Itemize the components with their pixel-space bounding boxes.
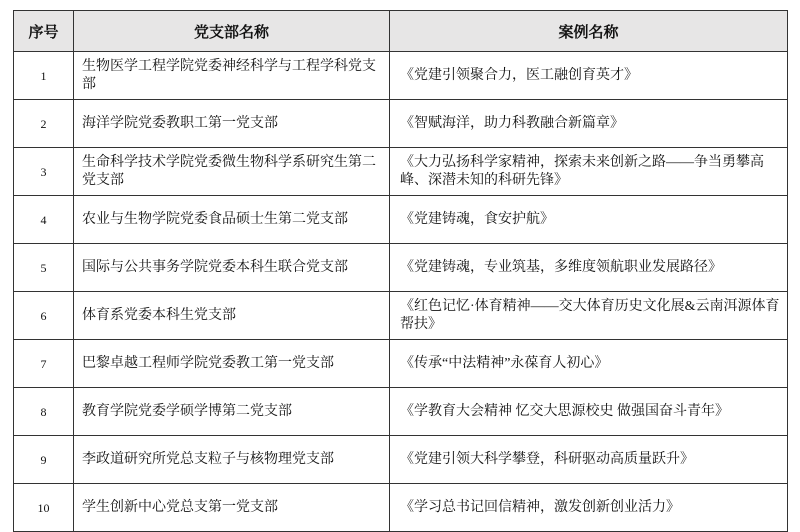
branch-name: 国际与公共事务学院党委本科生联合党支部 bbox=[74, 244, 390, 292]
case-name: 《学习总书记回信精神，激发创新创业活力》 bbox=[390, 484, 788, 532]
row-index: 5 bbox=[14, 244, 74, 292]
table-row bbox=[14, 388, 788, 436]
header-case-name: 案例名称 bbox=[390, 11, 788, 52]
case-name: 《传承“中法精神”永葆育人初心》 bbox=[390, 340, 788, 388]
case-name: 《党建铸魂，专业筑基，多维度领航职业发展路径》 bbox=[390, 244, 788, 292]
header-index: 序号 bbox=[14, 11, 74, 52]
case-name: 《红色记忆·体育精神——交大体育历史文化展&云南洱源体育帮扶》 bbox=[390, 292, 788, 340]
case-list-table bbox=[13, 10, 788, 532]
branch-name: 农业与生物学院党委食品硕士生第二党支部 bbox=[74, 196, 390, 244]
header-row bbox=[14, 11, 788, 52]
branch-name: 海洋学院党委教职工第一党支部 bbox=[74, 100, 390, 148]
table-row bbox=[14, 100, 788, 148]
branch-name: 生命科学技术学院党委微生物科学系研究生第二党支部 bbox=[74, 148, 390, 196]
table-row bbox=[14, 52, 788, 100]
row-index: 2 bbox=[14, 100, 74, 148]
row-index: 9 bbox=[14, 436, 74, 484]
table-row bbox=[14, 484, 788, 532]
branch-name: 体育系党委本科生党支部 bbox=[74, 292, 390, 340]
case-name: 《党建引领大科学攀登，科研驱动高质量跃升》 bbox=[390, 436, 788, 484]
case-name: 《智赋海洋，助力科教融合新篇章》 bbox=[390, 100, 788, 148]
table-row bbox=[14, 148, 788, 196]
case-name: 《党建引领聚合力，医工融创育英才》 bbox=[390, 52, 788, 100]
branch-name: 巴黎卓越工程师学院党委教工第一党支部 bbox=[74, 340, 390, 388]
table-row bbox=[14, 292, 788, 340]
table-row bbox=[14, 340, 788, 388]
row-index: 4 bbox=[14, 196, 74, 244]
row-index: 8 bbox=[14, 388, 74, 436]
case-name: 《大力弘扬科学家精神，探索未来创新之路——争当勇攀高峰、深潜未知的科研先锋》 bbox=[390, 148, 788, 196]
table-row bbox=[14, 244, 788, 292]
table-row bbox=[14, 436, 788, 484]
branch-name: 李政道研究所党总支粒子与核物理党支部 bbox=[74, 436, 390, 484]
row-index: 1 bbox=[14, 52, 74, 100]
row-index: 3 bbox=[14, 148, 74, 196]
branch-name: 生物医学工程学院党委神经科学与工程学科党支部 bbox=[74, 52, 390, 100]
header-branch-name: 党支部名称 bbox=[74, 11, 390, 52]
row-index: 7 bbox=[14, 340, 74, 388]
case-name: 《学教育大会精神 忆交大思源校史 做强国奋斗青年》 bbox=[390, 388, 788, 436]
branch-name: 学生创新中心党总支第一党支部 bbox=[74, 484, 390, 532]
branch-name: 教育学院党委学硕学博第二党支部 bbox=[74, 388, 390, 436]
row-index: 10 bbox=[14, 484, 74, 532]
table-row bbox=[14, 196, 788, 244]
case-name: 《党建铸魂，食安护航》 bbox=[390, 196, 788, 244]
row-index: 6 bbox=[14, 292, 74, 340]
